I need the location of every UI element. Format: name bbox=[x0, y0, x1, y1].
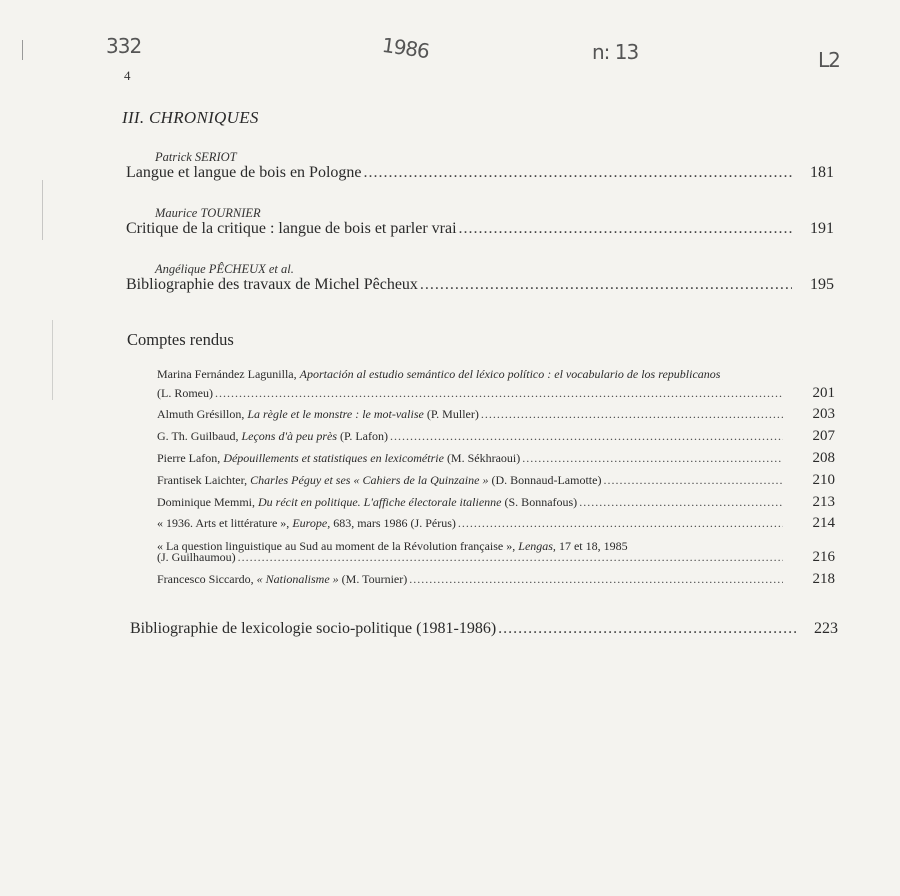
reviews-heading: Comptes rendus bbox=[127, 330, 234, 349]
entry-page: 203 bbox=[812, 406, 835, 422]
review-work: Du récit en politique. L'affiche électorale italienne bbox=[258, 495, 502, 509]
review-work: Charles Péguy et ses « Cahiers de la Quinzaine » bbox=[250, 473, 489, 487]
entry-page: 181 bbox=[810, 164, 834, 181]
entry-page: 208 bbox=[812, 450, 835, 466]
review-author: Francesco Siccardo, bbox=[157, 572, 254, 586]
review-reviewer: (M. Tournier) bbox=[341, 572, 408, 586]
entry-title: Critique de la critique : langue de bois et parler vrai bbox=[126, 220, 457, 237]
toc-entry bbox=[157, 571, 835, 588]
review-author: Marina Fernández Lagunilla, bbox=[157, 367, 297, 381]
review-reviewer: (P. Lafon) bbox=[340, 429, 389, 443]
leader-dots bbox=[522, 451, 783, 466]
review-line2: (J. Guilhaumou) bbox=[157, 550, 236, 564]
review-reviewer: (D. Bonnaud-Lamotte) bbox=[491, 473, 602, 487]
toc-entry bbox=[157, 494, 835, 511]
review-author: Almuth Grésillon, bbox=[157, 407, 245, 421]
toc-entry bbox=[126, 220, 834, 238]
toc-entry bbox=[157, 406, 835, 423]
review-author: Dominique Memmi, bbox=[157, 495, 255, 509]
entry-page: 214 bbox=[812, 515, 835, 531]
leader-dots bbox=[603, 473, 783, 488]
author-name: Patrick SERIOT bbox=[155, 150, 237, 164]
review-work: « Nationalisme » bbox=[256, 572, 339, 586]
margin-mark bbox=[22, 40, 23, 60]
entry-author bbox=[155, 150, 237, 165]
review-work: La règle et le monstre : le mot-valise bbox=[247, 407, 424, 421]
toc-entry bbox=[157, 450, 835, 467]
margin-mark bbox=[42, 180, 43, 240]
review-reviewer: 17 et 18, 1985 bbox=[558, 539, 628, 553]
leader-dots bbox=[579, 495, 783, 510]
entry-title: Bibliographie de lexicologie socio-politique (1981-1986) bbox=[130, 620, 497, 637]
entry-page: 216 bbox=[812, 549, 835, 565]
author-name: Maurice TOURNIER bbox=[155, 206, 261, 220]
review-reviewer: (P. Muller) bbox=[426, 407, 479, 421]
review-work: Europe, bbox=[292, 516, 331, 530]
leader-dots bbox=[409, 572, 783, 587]
leader-dots bbox=[459, 220, 792, 238]
toc-entry bbox=[157, 515, 835, 532]
review-work: Lengas, bbox=[518, 539, 556, 553]
author-suffix: et al. bbox=[268, 262, 294, 276]
toc-entry bbox=[126, 276, 834, 294]
entry-author bbox=[155, 262, 294, 277]
leader-dots bbox=[498, 620, 796, 638]
handwritten-note: 332 bbox=[106, 34, 142, 58]
toc-entry bbox=[126, 164, 834, 182]
toc-entry bbox=[130, 620, 838, 638]
leader-dots bbox=[238, 550, 783, 565]
review-line bbox=[157, 367, 720, 382]
handwritten-note: n: 13 bbox=[592, 40, 639, 64]
leader-dots bbox=[215, 386, 783, 401]
leader-dots bbox=[364, 164, 793, 182]
review-work: Leçons d'à peu près bbox=[241, 429, 338, 443]
section-title: III. CHRONIQUES bbox=[122, 108, 259, 127]
toc-entry bbox=[157, 428, 835, 445]
review-reviewer: 683, mars 1986 (J. Pérus) bbox=[333, 516, 456, 530]
leader-dots bbox=[420, 276, 792, 294]
entry-page: 218 bbox=[812, 571, 835, 587]
entry-page: 207 bbox=[812, 428, 835, 444]
review-work: Dépouillements et statistiques en lexicométrie bbox=[223, 451, 444, 465]
entry-author bbox=[155, 206, 261, 221]
entry-page: 210 bbox=[812, 472, 835, 488]
entry-page: 191 bbox=[810, 220, 834, 237]
toc-entry bbox=[157, 472, 835, 489]
review-author: Pierre Lafon, bbox=[157, 451, 221, 465]
review-line2: (L. Romeu) bbox=[157, 386, 213, 400]
page-number: 4 bbox=[124, 68, 131, 83]
review-author: « La question linguistique au Sud au moment de la Révolution française », bbox=[157, 539, 516, 553]
leader-dots bbox=[390, 429, 783, 444]
leader-dots bbox=[481, 407, 783, 422]
handwritten-note: 1986 bbox=[380, 32, 431, 64]
review-author: Frantisek Laichter, bbox=[157, 473, 248, 487]
entry-page: 201 bbox=[812, 385, 835, 401]
review-author: « 1936. Arts et littérature », bbox=[157, 516, 290, 530]
leader-dots bbox=[458, 516, 783, 531]
entry-page: 195 bbox=[810, 276, 834, 293]
review-reviewer: (M. Sékhraoui) bbox=[446, 451, 521, 465]
review-work: Aportación al estudio semántico del léxico político : el vocabulario de los republicanos bbox=[299, 367, 721, 381]
toc-entry bbox=[157, 385, 835, 402]
margin-mark bbox=[52, 320, 53, 400]
review-reviewer: (S. Bonnafous) bbox=[504, 495, 578, 509]
handwritten-note: L2 bbox=[818, 48, 840, 72]
entry-title: Langue et langue de bois en Pologne bbox=[126, 164, 362, 181]
entry-page: 223 bbox=[814, 620, 838, 637]
entry-page: 213 bbox=[812, 494, 835, 510]
author-name: Angélique PÊCHEUX bbox=[155, 262, 266, 276]
entry-title: Bibliographie des travaux de Michel Pêcheux bbox=[126, 276, 418, 293]
review-author: G. Th. Guilbaud, bbox=[157, 429, 239, 443]
toc-entry bbox=[157, 549, 835, 566]
